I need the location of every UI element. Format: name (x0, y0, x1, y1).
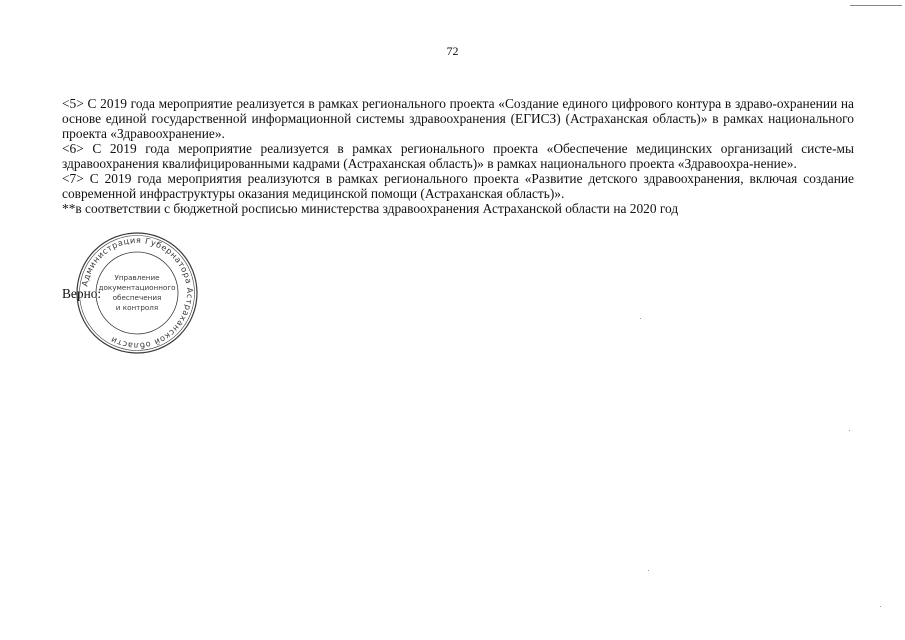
footnote-7: <7> С 2019 года мероприятия реализуются в рамках регионального проекта «Развитие детского здравоохранения, включая создание современной инфраструктуры оказания медицинской помощи (Астраханская область)». (62, 171, 854, 201)
stamp-line-2: документационного (98, 283, 176, 292)
stamp-line-3: обеспечения (112, 293, 162, 302)
stamp-ring-textpath: Администрация Губернатора Астраханской области (79, 234, 196, 352)
official-stamp-icon (72, 228, 202, 358)
scan-speck (640, 318, 641, 319)
header-rule (850, 5, 902, 6)
certification-label: Верно: (62, 286, 102, 301)
stamp-line-4: и контроля (115, 303, 159, 312)
footnote-budget: **в соответствии с бюджетной росписью министерства здравоохранения Астраханской области на 2020 год (62, 201, 679, 216)
scan-speck (880, 606, 881, 607)
scan-speck (849, 430, 850, 431)
footnote-6: <6> С 2019 года мероприятие реализуется в рамках регионального проекта «Обеспечение медицинских организаций систе-мы здравоохранения квалифицированными кадрами (Астраханская область)» в рамках национального проекта «Здравоохра-нение». (62, 141, 854, 171)
page-number: 72 (446, 44, 459, 58)
footnote-5: <5> С 2019 года мероприятие реализуется в рамках регионального проекта «Создание единого цифрового контура в здраво-охранении на основе единой государственной информационной системы здравоохранения (ЕГИСЗ) (Астраханская область)» в рамках национального проекта «Здравоохранение». (62, 96, 854, 141)
stamp-line-1: Управление (114, 273, 160, 282)
footnotes-block (62, 96, 854, 216)
scan-speck (648, 570, 649, 571)
